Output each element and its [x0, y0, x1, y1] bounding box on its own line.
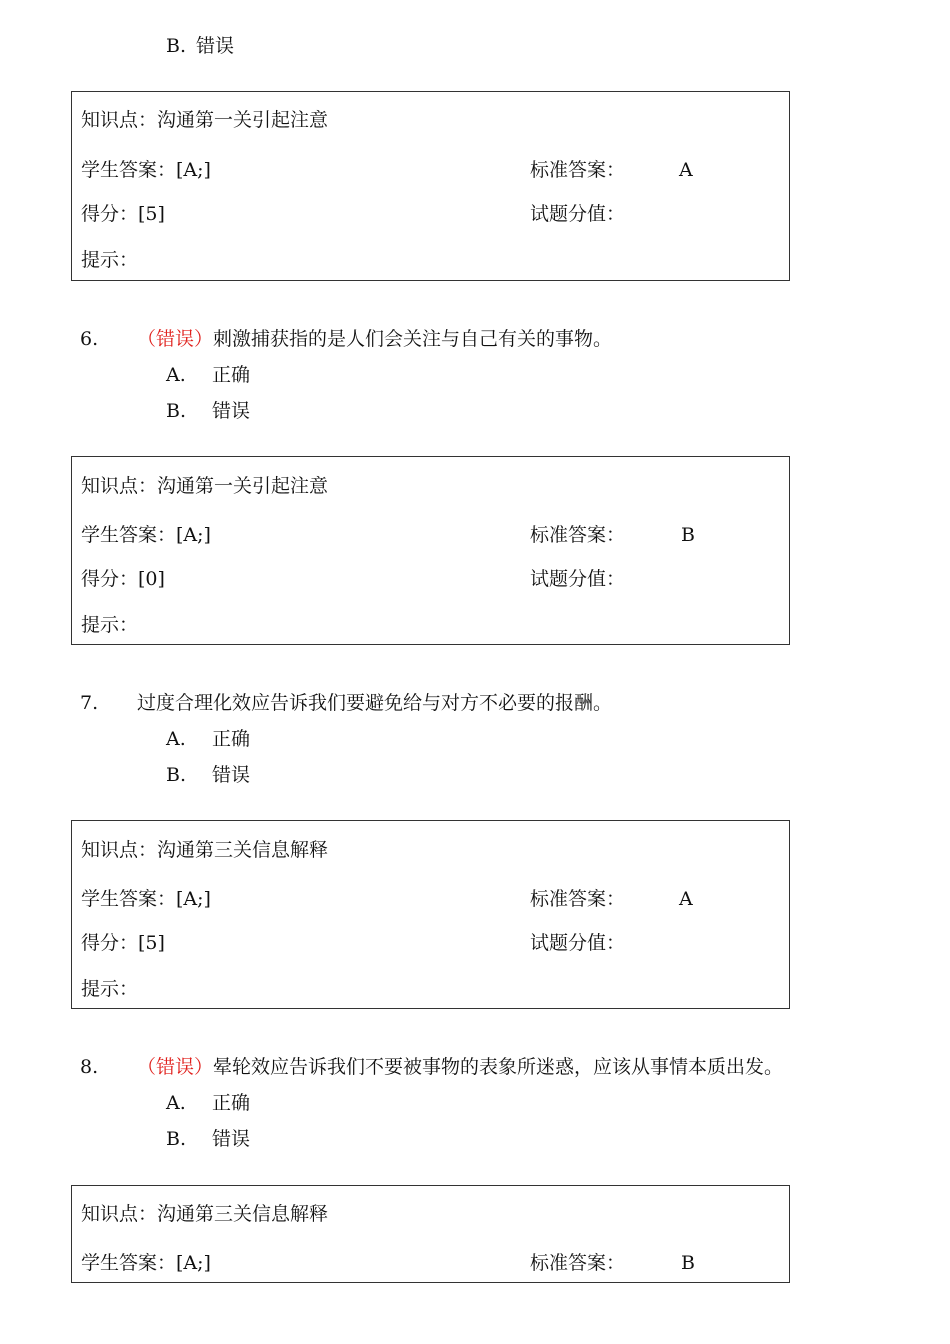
option-text: 错误: [196, 35, 235, 57]
student-answer-value: [A;]: [176, 1252, 211, 1274]
option-b: [166, 399, 250, 423]
knowledge-row: [81, 474, 328, 498]
knowledge-label: 知识点：: [81, 1203, 158, 1225]
item-value-label: 试题分值：: [530, 568, 626, 590]
wrong-tag: （错误）: [137, 328, 214, 350]
option-a: [166, 727, 250, 751]
option-b: [166, 1127, 250, 1151]
standard-answer-value: B: [681, 524, 695, 546]
student-answer-value: [A;]: [176, 159, 211, 181]
wrong-tag: （错误）: [137, 1056, 214, 1078]
option-letter: A.: [166, 1092, 186, 1114]
standard-answer-label: 标准答案：: [530, 524, 626, 546]
hint-label: 提示：: [81, 614, 139, 636]
standard-answer-value: A: [679, 159, 693, 181]
student-answer-label: 学生答案：: [81, 888, 177, 910]
question-text-row: [137, 327, 612, 351]
option-letter: A.: [166, 728, 186, 750]
item-value-label: 试题分值：: [530, 932, 626, 954]
knowledge-label: 知识点：: [81, 109, 158, 131]
result-box: [71, 820, 790, 1009]
option-a: [166, 1091, 250, 1115]
knowledge-label: 知识点：: [81, 475, 158, 497]
student-answer-label: 学生答案：: [81, 1252, 177, 1274]
knowledge-value: 沟通第一关引起注意: [157, 475, 329, 497]
option-text: 正确: [212, 728, 251, 750]
student-answer-row: [81, 1251, 211, 1275]
question-text: 过度合理化效应告诉我们要避免给与对方不必要的报酬。: [137, 692, 613, 714]
score-label: 得分：: [81, 203, 139, 225]
student-answer-row: [81, 523, 211, 547]
score-value: [5]: [138, 932, 165, 954]
question-text: 刺激捕获指的是人们会关注与自己有关的事物。: [213, 328, 613, 350]
knowledge-row: [81, 1202, 328, 1226]
option-b: [166, 34, 234, 58]
result-box: [71, 91, 790, 281]
standard-answer-label: 标准答案：: [530, 888, 626, 910]
option-letter: B.: [166, 1128, 187, 1150]
standard-answer-label: 标准答案：: [530, 1252, 626, 1274]
option-text: 正确: [212, 1092, 251, 1114]
knowledge-row: [81, 108, 328, 132]
hint-label: 提示：: [81, 978, 139, 1000]
score-label: 得分：: [81, 932, 139, 954]
option-letter: B.: [166, 764, 187, 786]
student-answer-label: 学生答案：: [81, 524, 177, 546]
student-answer-value: [A;]: [176, 524, 211, 546]
knowledge-label: 知识点：: [81, 839, 158, 861]
standard-answer-value: B: [681, 1252, 695, 1274]
knowledge-value: 沟通第三关信息解释: [157, 1203, 329, 1225]
score-row: [81, 567, 165, 591]
knowledge-value: 沟通第三关信息解释: [157, 839, 329, 861]
standard-answer-value: A: [679, 888, 693, 910]
item-value-label: 试题分值：: [530, 203, 626, 225]
score-value: [0]: [138, 568, 165, 590]
standard-answer-label: 标准答案：: [530, 159, 626, 181]
student-answer-row: [81, 158, 211, 182]
option-b: [166, 763, 250, 787]
option-text: 错误: [212, 400, 251, 422]
hint-label: 提示：: [81, 249, 139, 271]
option-text: 错误: [212, 1128, 251, 1150]
score-value: [5]: [138, 203, 165, 225]
score-row: [81, 202, 165, 226]
knowledge-row: [81, 838, 328, 862]
question-text-row: [137, 1055, 783, 1079]
question-number: 7.: [80, 692, 99, 714]
score-label: 得分：: [81, 568, 139, 590]
option-letter: B.: [166, 400, 187, 422]
option-letter: A.: [166, 364, 186, 386]
knowledge-value: 沟通第一关引起注意: [157, 109, 329, 131]
result-box: [71, 1185, 790, 1283]
score-row: [81, 931, 165, 955]
option-a: [166, 363, 250, 387]
result-box: [71, 456, 790, 645]
question-number: 6.: [80, 328, 99, 350]
question-number: 8.: [80, 1056, 99, 1078]
student-answer-row: [81, 887, 211, 911]
option-letter: B.: [166, 35, 187, 57]
option-text: 错误: [212, 764, 251, 786]
student-answer-value: [A;]: [176, 888, 211, 910]
option-text: 正确: [212, 364, 251, 386]
student-answer-label: 学生答案：: [81, 159, 177, 181]
question-text: 晕轮效应告诉我们不要被事物的表象所迷惑，应该从事情本质出发。: [213, 1056, 784, 1078]
